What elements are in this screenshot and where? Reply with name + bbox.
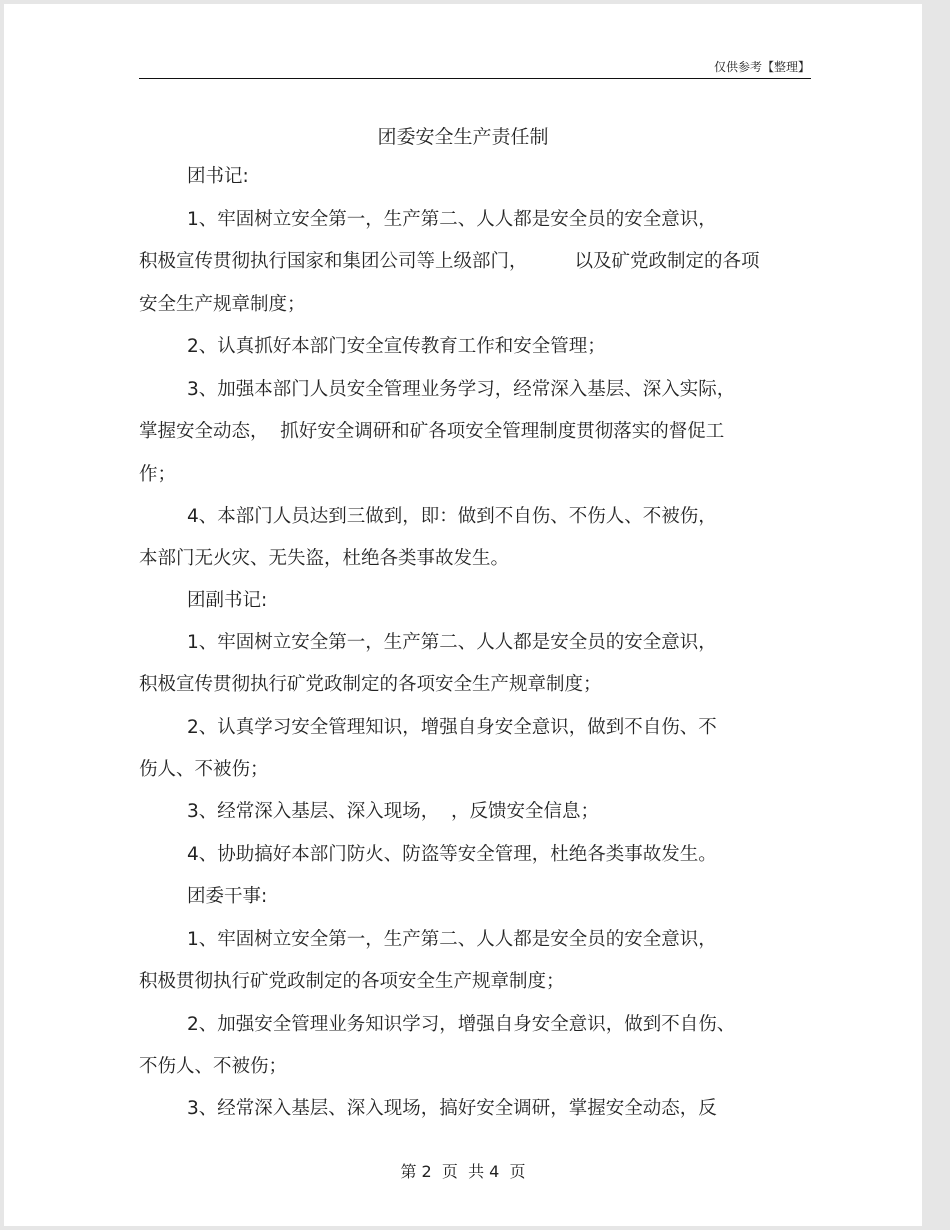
paragraph-line: 本部门无火灾、无失盗，杜绝各类事故发生。 bbox=[139, 548, 510, 569]
paragraph-line: 1、牢固树立安全第一，生产第二、人人都是安全员的安全意识， bbox=[187, 632, 717, 653]
document-page bbox=[4, 4, 922, 1226]
paragraph-line: 2、认真学习安全管理知识，增强自身安全意识，做到不自伤、不 bbox=[187, 717, 717, 738]
page-number: 第 2 页 共 4 页 bbox=[400, 1162, 526, 1181]
paragraph-line: 4、本部门人员达到三做到，即：做到不自伤、不伤人、不被伤， bbox=[187, 506, 717, 527]
section-heading: 团委干事: bbox=[187, 886, 268, 907]
paragraph-line: 积极宣传贯彻执行国家和集团公司等上级部门， 以及矿党政制定的各项 bbox=[139, 251, 760, 272]
header-note: 仅供参考【整理】 bbox=[713, 60, 810, 74]
header-divider bbox=[139, 78, 811, 79]
section-heading: 团书记: bbox=[187, 166, 249, 187]
paragraph-line: 安全生产规章制度； bbox=[139, 294, 306, 315]
document-title: 团委安全生产责任制 bbox=[377, 126, 549, 148]
paragraph-line: 3、经常深入基层、深入现场， ，反馈安全信息； bbox=[187, 801, 600, 822]
paragraph-line: 3、加强本部门人员安全管理业务学习，经常深入基层、深入实际， bbox=[187, 379, 736, 400]
paragraph-line: 2、认真抓好本部门安全宣传教育工作和安全管理； bbox=[187, 336, 606, 357]
paragraph-line: 4、协助搞好本部门防火、防盗等安全管理，杜绝各类事故发生。 bbox=[187, 844, 717, 865]
paragraph-line: 不伤人、不被伤； bbox=[139, 1056, 288, 1077]
paragraph-line: 积极贯彻执行矿党政制定的各项安全生产规章制度； bbox=[139, 971, 565, 992]
paragraph-line: 积极宣传贯彻执行矿党政制定的各项安全生产规章制度； bbox=[139, 674, 602, 695]
paragraph-line: 1、牢固树立安全第一，生产第二、人人都是安全员的安全意识， bbox=[187, 209, 717, 230]
paragraph-line: 2、加强安全管理业务知识学习，增强自身安全意识，做到不自伤、 bbox=[187, 1014, 736, 1035]
paragraph-line: 掌握安全动态， 抓好安全调研和矿各项安全管理制度贯彻落实的督促工 bbox=[139, 421, 725, 442]
paragraph-line: 3、经常深入基层、深入现场，搞好安全调研，掌握安全动态，反 bbox=[187, 1098, 717, 1119]
paragraph-line: 作； bbox=[139, 464, 177, 485]
paragraph-line: 伤人、不被伤； bbox=[139, 759, 269, 780]
paragraph-line: 1、牢固树立安全第一，生产第二、人人都是安全员的安全意识， bbox=[187, 929, 717, 950]
section-heading: 团副书记: bbox=[187, 590, 268, 611]
